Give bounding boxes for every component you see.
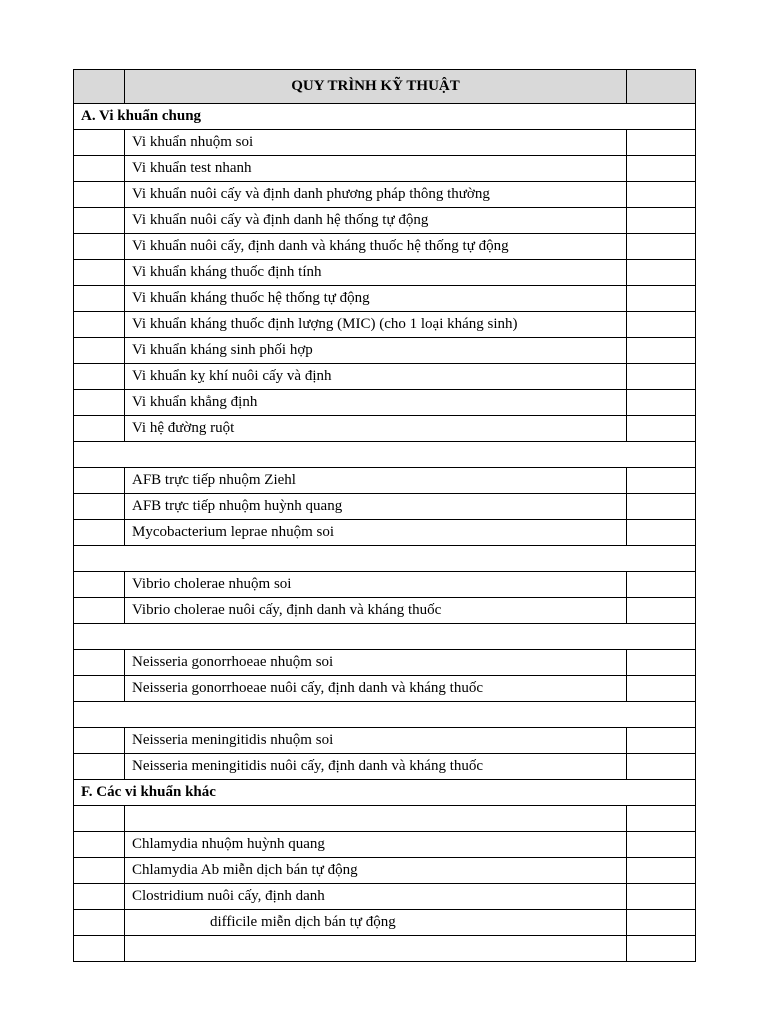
row-extra-cell: [627, 910, 696, 936]
row-index-cell: [74, 416, 125, 442]
table-row: [74, 416, 696, 442]
table-row: [74, 520, 696, 546]
row-procedure-name: Neisseria gonorrhoeae nuôi cấy, định danh và kháng thuốc: [125, 676, 627, 702]
row-index-cell: [74, 390, 125, 416]
row-procedure-name: [125, 806, 627, 832]
row-extra-cell: [627, 468, 696, 494]
header-title: QUY TRÌNH KỸ THUẬT: [125, 70, 627, 104]
row-extra-cell: [627, 182, 696, 208]
table-row: [74, 260, 696, 286]
section-heading: A. Vi khuẩn chung: [74, 104, 696, 130]
row-index-cell: [74, 676, 125, 702]
row-index-cell: [74, 312, 125, 338]
row-extra-cell: [627, 520, 696, 546]
row-index-cell: [74, 598, 125, 624]
section-row: [74, 104, 696, 130]
blank-cell: [74, 624, 696, 650]
table-row: [74, 156, 696, 182]
row-extra-cell: [627, 260, 696, 286]
row-index-cell: [74, 208, 125, 234]
table-row: [74, 208, 696, 234]
row-extra-cell: [627, 312, 696, 338]
row-extra-cell: [627, 416, 696, 442]
row-index-cell: [74, 520, 125, 546]
row-procedure-name: Chlamydia nhuộm huỳnh quang: [125, 832, 627, 858]
section-heading: F. Các vi khuẩn khác: [74, 780, 696, 806]
row-extra-cell: [627, 156, 696, 182]
row-extra-cell: [627, 234, 696, 260]
table-row: [74, 468, 696, 494]
row-index-cell: [74, 832, 125, 858]
row-procedure-name: Vi khuẩn kháng sinh phối hợp: [125, 338, 627, 364]
row-index-cell: [74, 910, 125, 936]
row-index-cell: [74, 754, 125, 780]
row-index-cell: [74, 728, 125, 754]
table-row: [74, 832, 696, 858]
table-row: [74, 494, 696, 520]
row-extra-cell: [627, 936, 696, 962]
row-extra-cell: [627, 598, 696, 624]
table-row: [74, 364, 696, 390]
row-procedure-name: Neisseria gonorrhoeae nhuộm soi: [125, 650, 627, 676]
row-index-cell: [74, 260, 125, 286]
row-extra-cell: [627, 728, 696, 754]
row-index-cell: [74, 234, 125, 260]
row-procedure-name: Vi khuẩn nuôi cấy và định danh phương pháp thông thường: [125, 182, 627, 208]
table-row: [74, 884, 696, 910]
row-procedure-name: Vi khuẩn kháng thuốc định lượng (MIC) (cho 1 loại kháng sinh): [125, 312, 627, 338]
header-extra-cell: [627, 70, 696, 104]
procedure-table: [73, 69, 696, 962]
table-row: [74, 754, 696, 780]
table-row: [74, 338, 696, 364]
row-index-cell: [74, 130, 125, 156]
table-row: [74, 390, 696, 416]
row-procedure-name: Vi khuẩn kỵ khí nuôi cấy và định: [125, 364, 627, 390]
row-index-cell: [74, 494, 125, 520]
table-row: [74, 650, 696, 676]
row-extra-cell: [627, 390, 696, 416]
row-extra-cell: [627, 858, 696, 884]
row-index-cell: [74, 572, 125, 598]
row-extra-cell: [627, 676, 696, 702]
row-extra-cell: [627, 650, 696, 676]
blank-row: [74, 624, 696, 650]
row-index-cell: [74, 650, 125, 676]
table-row: [74, 234, 696, 260]
row-extra-cell: [627, 806, 696, 832]
table-row: [74, 312, 696, 338]
row-extra-cell: [627, 208, 696, 234]
row-extra-cell: [627, 286, 696, 312]
row-index-cell: [74, 286, 125, 312]
row-procedure-name: Clostridium nuôi cấy, định danh: [125, 884, 627, 910]
table-row: [74, 936, 696, 962]
blank-cell: [74, 546, 696, 572]
row-procedure-name: AFB trực tiếp nhuộm huỳnh quang: [125, 494, 627, 520]
table-row: [74, 572, 696, 598]
table-row: [74, 182, 696, 208]
row-procedure-name: [125, 936, 627, 962]
row-extra-cell: [627, 754, 696, 780]
blank-cell: [74, 702, 696, 728]
row-index-cell: [74, 156, 125, 182]
table-row: [74, 286, 696, 312]
row-procedure-name: Neisseria meningitidis nuôi cấy, định danh và kháng thuốc: [125, 754, 627, 780]
row-procedure-name: Vi khuẩn kháng thuốc định tính: [125, 260, 627, 286]
row-procedure-name: AFB trực tiếp nhuộm Ziehl: [125, 468, 627, 494]
row-procedure-name: Vi khuẩn nuôi cấy và định danh hệ thống tự động: [125, 208, 627, 234]
row-procedure-name: difficile miễn dịch bán tự động: [125, 910, 627, 936]
row-extra-cell: [627, 884, 696, 910]
row-procedure-name: Vi khuẩn test nhanh: [125, 156, 627, 182]
row-extra-cell: [627, 338, 696, 364]
row-procedure-name: Mycobacterium leprae nhuộm soi: [125, 520, 627, 546]
row-procedure-name: Vibrio cholerae nuôi cấy, định danh và kháng thuốc: [125, 598, 627, 624]
table-row: [74, 676, 696, 702]
row-index-cell: [74, 182, 125, 208]
table-row: [74, 858, 696, 884]
blank-row: [74, 702, 696, 728]
row-procedure-name: Vi khuẩn nuôi cấy, định danh và kháng thuốc hệ thống tự động: [125, 234, 627, 260]
row-extra-cell: [627, 494, 696, 520]
table-header-row: [74, 70, 696, 104]
section-row: [74, 780, 696, 806]
table-body: [74, 70, 696, 962]
row-extra-cell: [627, 572, 696, 598]
blank-row: [74, 442, 696, 468]
row-extra-cell: [627, 364, 696, 390]
row-procedure-name: Vi khuẩn nhuộm soi: [125, 130, 627, 156]
row-index-cell: [74, 884, 125, 910]
row-procedure-name: Chlamydia Ab miễn dịch bán tự động: [125, 858, 627, 884]
row-procedure-name: Vi khuẩn kháng thuốc hệ thống tự động: [125, 286, 627, 312]
table-row: [74, 910, 696, 936]
row-procedure-name: Vibrio cholerae nhuộm soi: [125, 572, 627, 598]
row-index-cell: [74, 806, 125, 832]
row-index-cell: [74, 468, 125, 494]
table-row: [74, 130, 696, 156]
header-index-cell: [74, 70, 125, 104]
row-index-cell: [74, 936, 125, 962]
row-index-cell: [74, 858, 125, 884]
row-procedure-name: Vi khuẩn khẳng định: [125, 390, 627, 416]
row-index-cell: [74, 364, 125, 390]
row-extra-cell: [627, 130, 696, 156]
row-procedure-name: Neisseria meningitidis nhuộm soi: [125, 728, 627, 754]
row-extra-cell: [627, 832, 696, 858]
row-procedure-name: Vi hệ đường ruột: [125, 416, 627, 442]
table-row: [74, 598, 696, 624]
table-row: [74, 728, 696, 754]
blank-cell: [74, 442, 696, 468]
blank-row: [74, 546, 696, 572]
table-row: [74, 806, 696, 832]
row-index-cell: [74, 338, 125, 364]
